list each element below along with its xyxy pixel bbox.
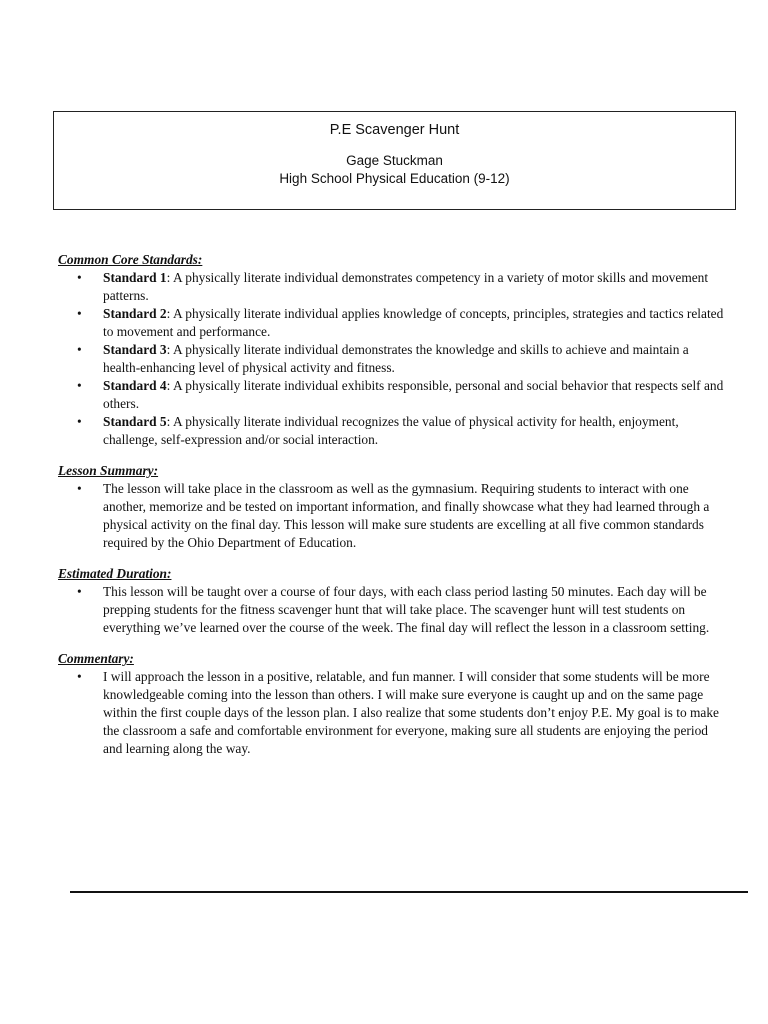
list-item <box>58 377 728 413</box>
standards-heading: Common Core Standards: <box>58 252 203 267</box>
standard-label: Standard 1 <box>103 270 167 285</box>
standard-text: : A physically literate individual recognizes the value of physical activity for health, enjoyment, challenge, self-expression and/or social interaction. <box>103 414 679 447</box>
bottom-divider <box>70 891 748 893</box>
estimated-duration-heading: Estimated Duration: <box>58 566 172 581</box>
list-item: • This lesson will be taught over a course of four days, with each class period lasting 50 minutes. Each day will be prepping students for the fitness scavenger hunt that will take place. The scavenger hunt will test students on everything we’ve learned over the course of the week. The final day will reflect the lesson in a classroom setting. <box>58 583 728 637</box>
list-item <box>58 269 728 305</box>
standard-label: Standard 2 <box>103 306 167 321</box>
course-name: High School Physical Education (9-12) <box>279 171 510 186</box>
list-item <box>58 341 728 377</box>
list-item <box>58 413 728 449</box>
commentary-heading: Commentary: <box>58 651 134 666</box>
lesson-summary-heading: Lesson Summary: <box>58 463 159 478</box>
standard-text: : A physically literate individual applies knowledge of concepts, principles, strategies and tactics related to movement and performance. <box>103 306 724 339</box>
list-item <box>58 305 728 341</box>
standard-text: : A physically literate individual exhibits responsible, personal and social behavior that respects self and others. <box>103 378 724 411</box>
standards-list <box>58 269 728 449</box>
header-box <box>53 111 736 210</box>
document-body <box>58 251 728 758</box>
standard-label: Standard 3 <box>103 342 167 357</box>
commentary-list <box>58 668 728 758</box>
standard-label: Standard 4 <box>103 378 167 393</box>
list-item: • I will approach the lesson in a positive, relatable, and fun manner. I will consider that some students will be more knowledgeable coming into the lesson than others. I will make sure everyone is caught up and on the same page within the first couple days of the lesson plan. I also realize that some students don’t enjoy P.E. My goal is to make the classroom a safe and comfortable environment for everyone, making sure all students are enjoying the period and learning along the way. <box>58 668 728 758</box>
author-name: Gage Stuckman <box>346 153 443 168</box>
document-title: P.E Scavenger Hunt <box>329 122 460 138</box>
standard-text: : A physically literate individual demonstrates the knowledge and skills to achieve and maintain a health-enhancing level of physical activity and fitness. <box>103 342 689 375</box>
list-item: • The lesson will take place in the classroom as well as the gymnasium. Requiring students to interact with one another, memorize and be tested on important information, and finally showcase what they had learned through a physical activity on the final day. This lesson will make sure students are excelling at all five common standards required by the Ohio Department of Education. <box>58 480 728 552</box>
lesson-summary-list <box>58 480 728 552</box>
standard-text: : A physically literate individual demonstrates competency in a variety of motor skills and movement patterns. <box>103 270 709 303</box>
estimated-duration-list <box>58 583 728 637</box>
standard-label: Standard 5 <box>103 414 167 429</box>
